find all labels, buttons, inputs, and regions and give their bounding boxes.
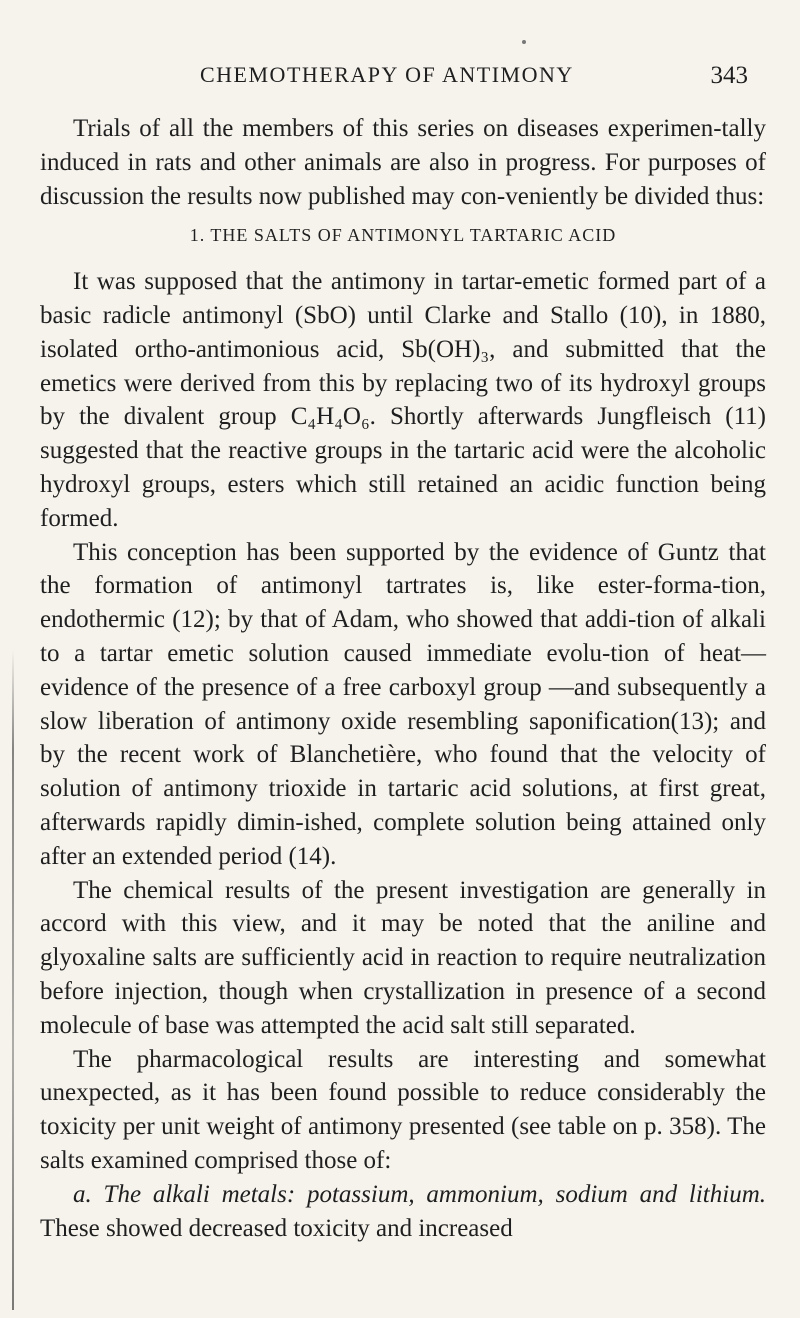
paragraph-alkali-metals <box>40 1178 766 1246</box>
paragraph-supporting-evidence: This conception has been supported by the evidence of Guntz that the formation of antimonyl tartrates is, like ester-forma-tion, endothermic (12); by that of Adam, who showed that addi-tion of alkali to a tartar emetic solution caused immediate evolu-tion of heat—evidence of the presence of a free carboxyl group —and subsequently a slow liberation of antimony oxide resembling saponification(13); and by the recent work of Blanchetière, who found that the velocity of solution of antimony trioxide in tartaric acid solutions, at first great, afterwards rapidly dimin-ished, complete solution being attained only after an extended period (14). <box>40 538 766 870</box>
running-head-title: CHEMOTHERAPY OF ANTIMONY <box>200 62 574 87</box>
print-speck <box>522 40 526 44</box>
paragraph-antimonyl-history: It was supposed that the antimony in tartar-emetic formed part of a basic radicle antimonyl (SbO) until Clarke and Stallo (10), in 1880, isolated ortho-antimonious acid, Sb(OH)₃, and submitted that the emetics were derived from this by replacing two of its hydroxyl groups by the divalent group C₄H₄O₆. Shortly afterwards Jungfleisch (11) suggested that the reactive groups in the tartaric acid were the alcoholic hydroxyl groups, esters which still retained an acidic function being formed. <box>40 268 766 532</box>
paragraph-chemical-results: The chemical results of the present investigation are generally in accord with this view, and it may be noted that the aniline and glyoxaline salts are sufficiently acid in reaction to require neutralization before injection, though when crystallization in presence of a second molecule of base was attempted the acid salt still separated. <box>40 876 766 1039</box>
page-gutter-shadow <box>12 650 14 1310</box>
paragraph-pharmacological-results: The pharmacological results are interesting and somewhat unexpected, as it has been found possible to reduce considerably the toxicity per unit weight of antimony presented (see table on p. 358). The salts examined comprised those of: <box>40 1045 766 1174</box>
alkali-metals-rest: These showed decreased toxicity and increased <box>40 1214 513 1242</box>
intro-paragraph: Trials of all the members of this series on diseases experimen-tally induced in rats and other animals are also in progress. For purposes of discussion the results now published may con-veniently be divided thus: <box>40 115 766 210</box>
page-number: 343 <box>710 62 748 89</box>
body-text <box>40 112 766 1245</box>
section-heading: 1. THE SALTS OF ANTIMONYL TARTARIC ACID <box>189 225 617 246</box>
alkali-metals-italic: a. The alkali metals: potassium, ammonium, sodium and lithium. <box>73 1180 766 1208</box>
